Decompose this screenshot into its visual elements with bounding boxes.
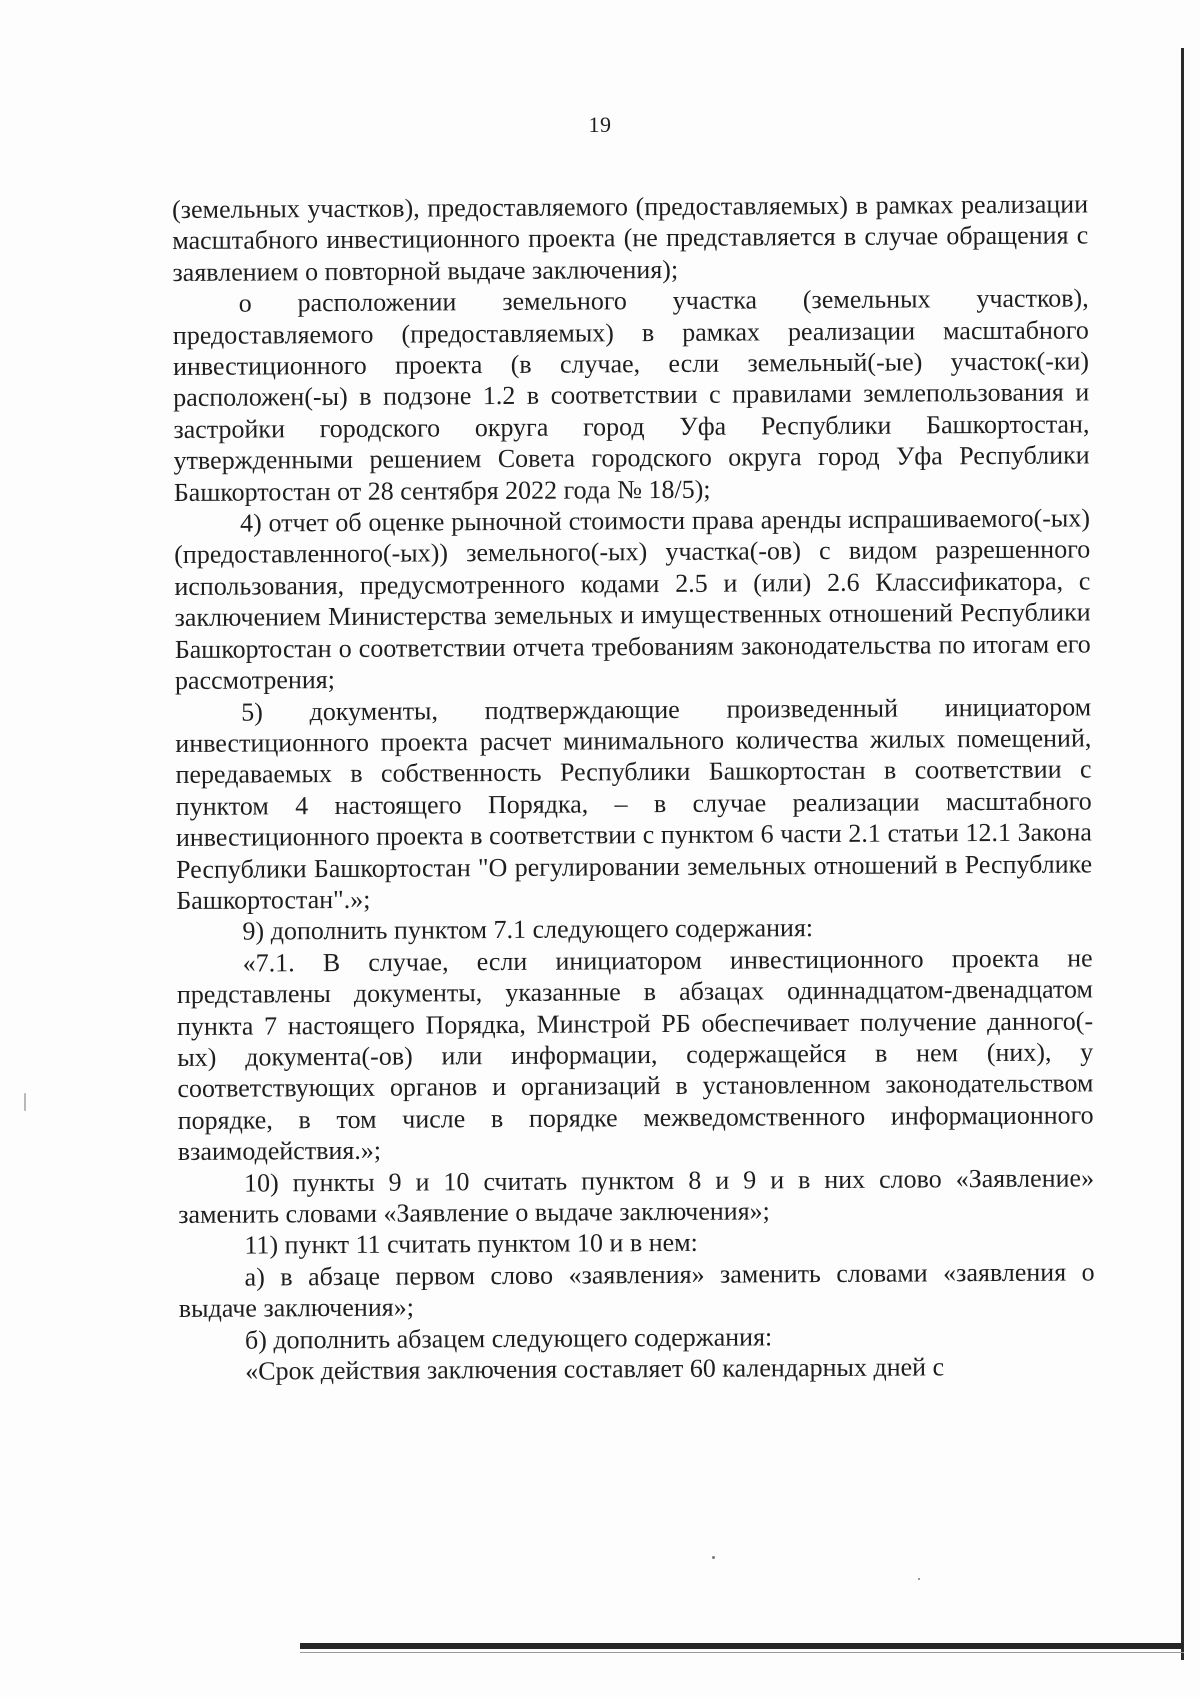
paragraph-location: о расположении земельного участка (земельных участков), предоставляемого (предоставляемых) в рамках реализации масштабного инвестиционного проекта (в случае, если земельный(-ые) участок(-ки) расположен(-ы) в подзоне 1.2 в соответствии с правилами землепользования и застройки городского округа город Уфа Республики Башкортостан, утвержденными решением Совета городского округа город Уфа Республики Башкортостан от 28 сентября 2022 года № 18/5); [172, 283, 1090, 507]
paragraph-item-10: 10) пункты 9 и 10 считать пунктом 8 и 9 и в них слово «Заявление» заменить словами «Заявление о выдаче заключения»; [178, 1162, 1095, 1229]
paragraph-validity-term: «Срок действия заключения составляет 60 календарных дней с [245, 1352, 945, 1386]
scan-speck [918, 1578, 920, 1580]
document-body [172, 188, 1095, 1387]
scan-speck [712, 1556, 715, 1559]
scan-speck [24, 1093, 26, 1111]
scan-edge-bottom-shadow [300, 1652, 1184, 1653]
paragraph-continuation: (земельных участков), предоставляемого (предоставляемых) в рамках реализации масштабного инвестиционного проекта (не представляется в случае обращения с заявлением о повторной выдаче заключения); [172, 189, 1089, 287]
scan-edge-right [1181, 48, 1184, 1660]
paragraph-item-11: 11) пункт 11 считать пунктом 10 и в нем: [244, 1228, 698, 1260]
paragraph-subitem-a: а) в абзаце первом слово «заявления» заменить словами «заявления о выдаче заключения»; [178, 1257, 1095, 1324]
page-number: 19 [588, 112, 612, 137]
paragraph-item-5: 5) документы, подтверждающие произведенный инициатором инвестиционного проекта расчет минимального количества жилых помещений, передаваемых в собственность Республики Башкортостан в соответствии с пунктом 4 настоящего Порядка, – в случае реализации масштабного инвестиционного проекта в соответствии с пунктом 6 части 2.1 статьи 12.1 Закона Республики Башкортостан "О регулировании земельных отношений в Республике Башкортостан".»; [175, 691, 1093, 915]
paragraph-item-4: 4) отчет об оценке рыночной стоимости права аренды испрашиваемого(-ых) (предоставленного(-ых)) земельного(-ых) участка(-ов) с видом разрешенного использования, предусмотренного кодами 2.5 и (или) 2.6 Классификатора, с заключением Министерства земельных и имущественных отношений Республики Башкортостан о соответствии отчета требованиям законодательства по итогам его рассмотрения; [174, 503, 1091, 696]
paragraph-subitem-b: б) дополнить абзацем следующего содержания: [244, 1321, 773, 1355]
paragraph-item-9: 9) дополнить пунктом 7.1 следующего содержания: [242, 913, 814, 946]
scan-edge-bottom [300, 1643, 1184, 1649]
paragraph-clause-7-1: «7.1. В случае, если инициатором инвестиционного проекта не представлены документы, указанные в абзацах одиннадцатом-двенадцатом пункта 7 настоящего Порядка, Минстрой РБ обеспечивает получение данного(-ых) документа(-ов) или информации, содержащейся в нем (них), у соответствующих органов и организаций в установленном законодательством порядке, в том числе в порядке межведомственного информационного взаимодействия.»; [176, 943, 1094, 1167]
